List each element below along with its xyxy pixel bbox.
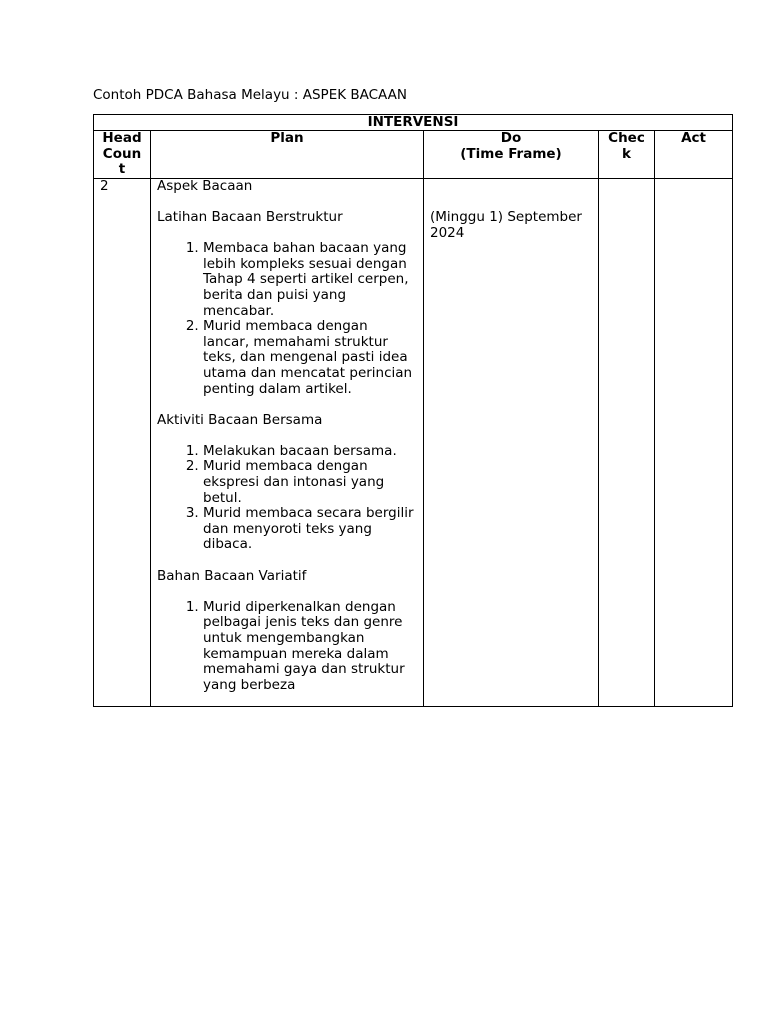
header-do <box>424 131 599 179</box>
intervensi-banner: INTERVENSI <box>94 115 733 131</box>
plan-section-heading: Bahan Bacaan Variatif <box>157 567 307 584</box>
table-row <box>94 178 733 706</box>
list-item: 3. Murid membaca secara bergilir dan menyoroti teks yang dibaca. <box>203 506 417 553</box>
check-cell <box>599 178 655 706</box>
header-plan: Plan <box>151 131 424 179</box>
pdca-table <box>93 114 733 707</box>
plan-cell <box>151 178 424 706</box>
do-time-frame: (Minggu 1) September 2024 <box>430 208 582 241</box>
header-check: Check <box>599 131 655 179</box>
plan-section-list <box>157 600 417 694</box>
header-do-label: Do <box>500 130 522 146</box>
list-item: 1. Melakukan bacaan bersama. <box>203 444 417 460</box>
plan-title: Aspek Bacaan <box>157 177 253 194</box>
table-header-row <box>94 131 733 179</box>
plan-section-list <box>157 241 417 397</box>
header-head-count: Head Count <box>94 131 151 179</box>
plan-section-list <box>157 444 417 553</box>
header-do-sublabel: (Time Frame) <box>460 145 562 162</box>
list-item: 1. Membaca bahan bacaan yang lebih kompleks sesuai dengan Tahap 4 seperti artikel cerpen, berita dan puisi yang mencabar. <box>203 241 417 319</box>
act-cell <box>655 178 733 706</box>
list-item: 1. Murid diperkenalkan dengan pelbagai jenis teks dan genre untuk mengembangkan kemampuan mereka dalam memahami gaya dan struktur yang berbeza <box>203 600 417 694</box>
head-count-cell: 2 <box>94 178 151 706</box>
do-cell <box>424 178 599 706</box>
header-act: Act <box>655 131 733 179</box>
plan-section-heading: Aktiviti Bacaan Bersama <box>157 411 323 428</box>
plan-section-heading: Latihan Bacaan Berstruktur <box>157 208 343 225</box>
list-item: 2. Murid membaca dengan ekspresi dan intonasi yang betul. <box>203 459 417 506</box>
list-item: 2. Murid membaca dengan lancar, memahami struktur teks, dan mengenal pasti idea utama dan mencatat perincian penting dalam artikel. <box>203 319 417 397</box>
document-title: Contoh PDCA Bahasa Melayu : ASPEK BACAAN <box>93 87 407 103</box>
table-banner-row <box>94 115 733 131</box>
